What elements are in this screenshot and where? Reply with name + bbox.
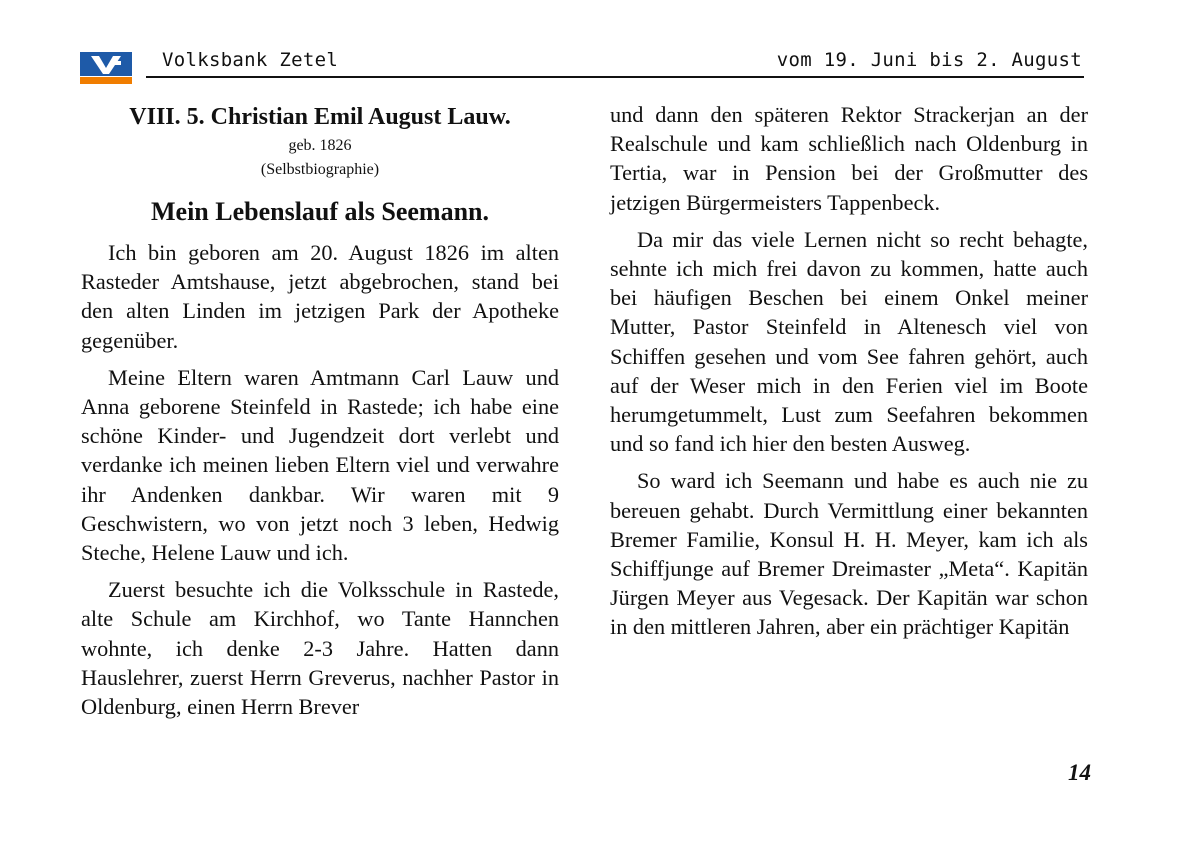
paragraph: Meine Eltern waren Amtmann Carl Lauw und Anna geborene Steinfeld in Rastede; ich habe eine schöne Kinder- und Jugendzeit dort verlebt und verdanke ich meinen lieben Eltern viel und verwahre ihr Andenken dankbar. Wir waren mit 9 Geschwistern, wo von jetzt noch 3 leben, Hedwig Steche, Helene Lauw und ich. <box>81 364 559 566</box>
chapter-heading: VIII. 5. Christian Emil August Lauw. <box>129 104 511 130</box>
volksbank-logo <box>80 52 132 84</box>
header-rule <box>146 76 1084 78</box>
paragraph: So ward ich Seemann und habe es auch nie zu bereuen gehabt. Durch Vermittlung einer bekannten Bremer Familie, Konsul H. H. Meyer, kam ich als Schiffjunge auf Bremer Dreimaster „Meta“. Kapitän Jürgen Meyer aus Vegesack. Der Kapitän war schon in den mittleren Jahren, aber ein prächtiger Kapitän <box>610 468 1088 640</box>
section-title: Mein Lebenslauf als Seemann. <box>150 197 490 226</box>
birth-note: geb. 1826 <box>288 137 352 154</box>
paragraph: Da mir das viele Lernen nicht so recht behagte, sehnte ich mich frei davon zu kommen, hatte auch bei häufigen Beschen bei einem Onkel meiner Mutter, Pastor Steinfeld in Altenesch viel von Schiffen gesehen und vom See fahren gehört, auch auf der Weser mich in den Ferien viel im Boote herumgetummelt, Lust zum Seefahren bekommen und so fand ich hier den besten Ausweg. <box>610 226 1088 457</box>
date-range: vom 19. Juni bis 2. August <box>776 49 1082 71</box>
page-header <box>80 46 1084 82</box>
paragraph: Ich bin geboren am 20. August 1826 im alten Rasteder Amtshause, jetzt abgebrochen, stand bei den alten Linden im jetzigen Park der Apotheke gegenüber. <box>81 240 559 353</box>
left-column <box>81 100 559 729</box>
paragraph: Zuerst besuchte ich die Volksschule in Rastede, alte Schule am Kirchhof, wo Tante Hannchen wohnte, ich denke 2-3 Jahre. Hatten dann Hauslehrer, zuerst Herrn Greverus, nachher Pastor in Oldenburg, einen Herrn Brever <box>81 577 559 720</box>
bank-name: Volksbank Zetel <box>162 49 339 71</box>
autobiography-note: (Selbstbiographie) <box>260 161 380 178</box>
right-column <box>610 100 1088 650</box>
page-number: 14 <box>1068 760 1091 785</box>
paragraph: und dann den späteren Rektor Strackerjan an der Realschule und kam schließlich nach Oldenburg in Tertia, war in Pension bei der Großmutter des jetzigen Bürgermeisters Tappenbeck. <box>610 102 1088 215</box>
